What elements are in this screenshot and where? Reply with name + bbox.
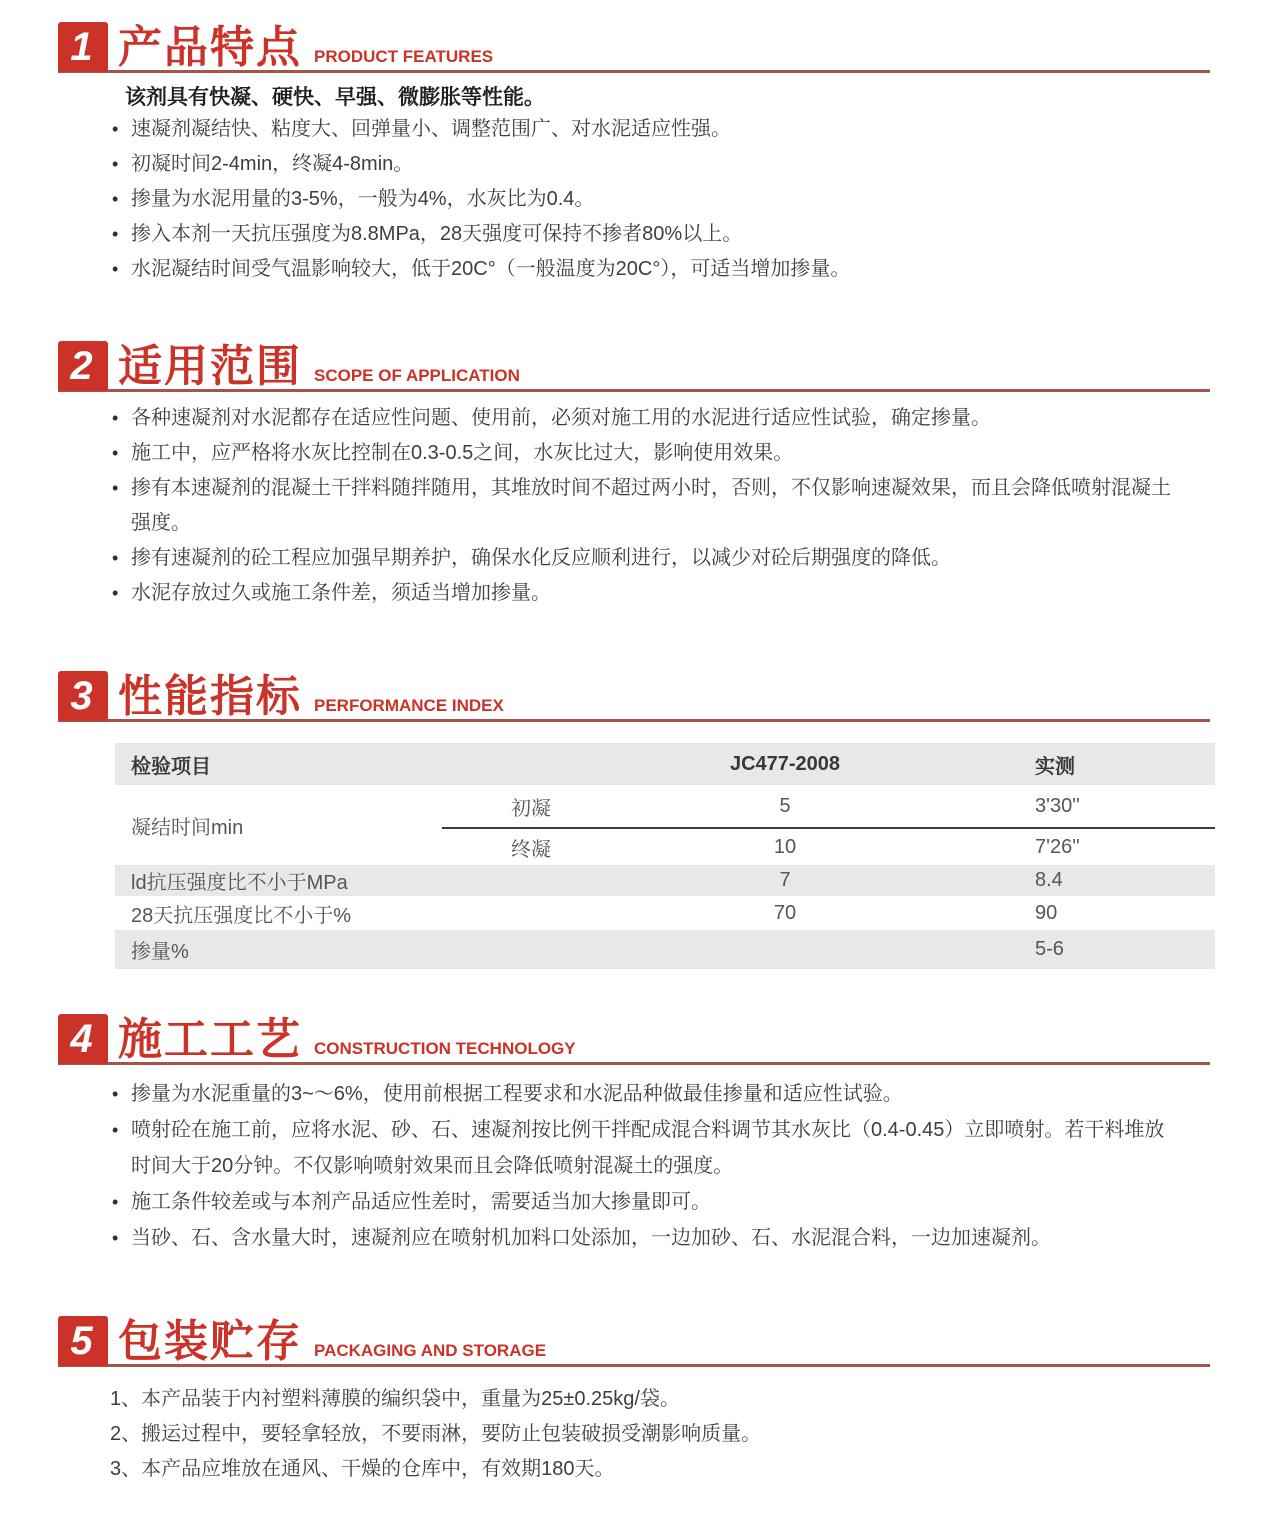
section-title: 性能指标 [118,672,302,721]
section-number-badge [58,1014,108,1064]
section-number-badge [58,341,108,391]
table-cell-standard: 70 [773,901,797,924]
table-cell-measured: 90 [1035,901,1058,924]
table-row [115,930,1215,969]
scope-list [110,401,1172,611]
table-cell-measured: 8.4 [1035,869,1063,891]
table-cell-item: 28天抗压强度比不小于% [131,904,352,927]
packaging-list [110,1382,1172,1487]
list-item: • 水泥凝结时间受气温影响较大，低于20C°（一般温度为20C°），可适当增加掺量。 [110,252,1172,287]
table-cell-item: 凝结时间min [131,816,244,839]
list-item: • 速凝剂凝结快、粘度大、回弹量小、调整范围广、对水泥适应性强。 [110,112,1172,147]
list-item: • 当砂、石、含水量大时，速凝剂应在喷射机加料口处添加，一边加砂、石、水泥混合料，一边加速凝剂。 [110,1220,1172,1256]
section-number: 4 [70,1016,93,1061]
table-cell-standard: 10 [773,835,797,858]
list-item: • 喷射砼在施工前，应将水泥、砂、石、速凝剂按比例干拌配成混合料调节其水灰比（0.4-0.45）立即喷射。若干料堆放时间大于20分钟。不仅影响喷射效果而且会降低喷射混凝土的强度。 [110,1112,1172,1184]
list-item: • 掺量为水泥重量的3~～6%，使用前根据工程要求和水泥品种做最佳掺量和适应性试验。 [110,1076,1172,1112]
list-item: • 掺量为水泥用量的3-5%，一般为4%，水灰比为0.4。 [110,182,1172,217]
section-scope-of-application [0,341,1280,631]
list-item: 3、本产品应堆放在通风、干燥的仓库中，有效期180天。 [110,1458,615,1480]
list-item: • 施工中，应严格将水灰比控制在0.3-0.5之间，水灰比过大，影响使用效果。 [110,436,1172,471]
table-cell-standard: 5 [779,794,791,817]
table-row [115,896,1215,930]
list-item: • 施工条件较差或与本剂产品适应性差时，需要适当加大掺量即可。 [110,1184,1172,1220]
table-cell-standard: 7 [779,869,791,891]
section-subtitle: CONSTRUCTION TECHNOLOGY [314,1039,576,1058]
feature-list [110,112,1172,287]
section-construction-technology [0,1014,1280,1284]
table-cell-measured: 3'30'' [1035,794,1080,817]
setting-time-subrows [442,785,1215,865]
table-cell-measured: 7'26'' [1035,835,1080,858]
table-cell-item: ld抗压强度比不小于MPa [131,872,348,894]
table-subrow-initial-set [442,785,1215,829]
section-header [0,671,1280,723]
list-item: • 各种速凝剂对水泥都存在适应性问题、使用前，必须对施工用的水泥进行适应性试验，确定掺量。 [110,401,1172,436]
section-number-badge [58,671,108,721]
section-number: 1 [70,24,93,69]
performance-table [115,743,1215,969]
table-cell-measured: 5-6 [1035,938,1064,960]
table-cell-sublabel: 初凝 [511,797,551,820]
section-title: 产品特点 [118,23,302,72]
section-header [0,22,1280,74]
table-cell-sublabel: 终凝 [511,838,551,861]
list-item: • 初凝时间2-4min，终凝4-8min。 [110,147,1172,182]
table-subrow-final-set [442,829,1215,865]
section-titles [118,671,504,721]
table-header-item: 检验项目 [131,755,211,778]
table-row-setting-time [115,785,1215,865]
section-number-badge [58,22,108,72]
section-packaging-and-storage [0,1316,1280,1506]
section-title: 施工工艺 [118,1015,302,1064]
section-titles [118,341,520,391]
table-row [115,865,1215,896]
section-titles [118,1316,546,1366]
intro-text: 该剂具有快凝、硬快、早强、微膨胀等性能。 [125,86,545,109]
list-item: • 掺入本剂一天抗压强度为8.8MPa，28天强度可保持不掺者80%以上。 [110,217,1172,252]
list-item: • 水泥存放过久或施工条件差，须适当增加掺量。 [110,576,1172,611]
section-header [0,1316,1280,1368]
section-subtitle: SCOPE OF APPLICATION [314,366,520,385]
section-header [0,1014,1280,1066]
section-header [0,341,1280,393]
list-item: 1、本产品装于内衬塑料薄膜的编织袋中，重量为25±0.25kg/袋。 [110,1388,680,1410]
table-header-measured: 实测 [1035,755,1075,778]
section-title: 适用范围 [118,342,302,391]
section-product-features [0,22,1280,322]
section-subtitle: PACKAGING AND STORAGE [314,1341,547,1360]
table-cell-item: 掺量% [131,941,189,963]
section-performance-index [0,671,1280,981]
list-item: • 掺有速凝剂的砼工程应加强早期养护，确保水化反应顺利进行，以减少对砼后期强度的降低。 [110,541,1172,576]
list-item: 2、搬运过程中，要轻拿轻放，不要雨淋，要防止包装破损受潮影响质量。 [110,1423,762,1445]
list-item: • 掺有本速凝剂的混凝土干拌料随拌随用，其堆放时间不超过两小时，否则，不仅影响速凝效果，而且会降低喷射混凝土强度。 [110,471,1172,541]
section-number: 2 [70,343,93,388]
construction-list [110,1076,1172,1256]
section-titles [118,22,493,72]
section-subtitle: PRODUCT FEATURES [314,47,494,66]
section-titles [118,1014,576,1064]
section-title: 包装贮存 [118,1317,302,1366]
section-number: 3 [70,673,93,718]
section-number-badge [58,1316,108,1366]
section-subtitle: PERFORMANCE INDEX [314,696,504,715]
section-number: 5 [70,1318,93,1363]
table-header-row [115,743,1215,785]
table-header-standard: JC477-2008 [729,752,841,775]
